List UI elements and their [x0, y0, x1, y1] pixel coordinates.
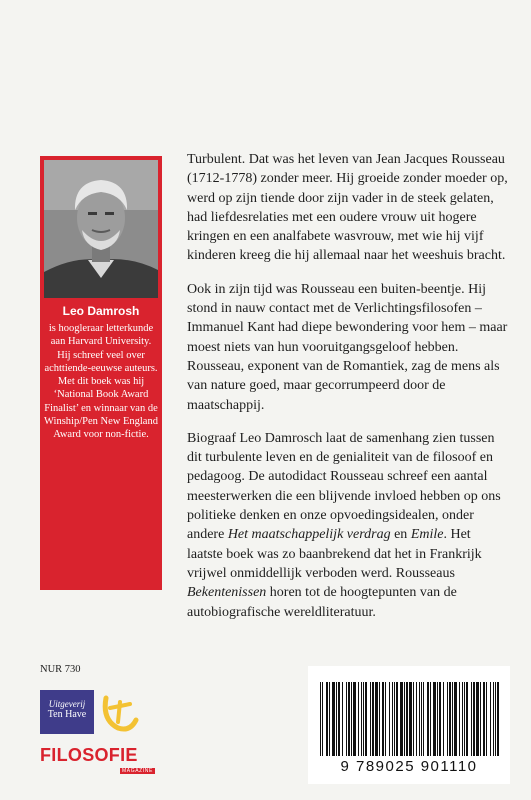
author-name: Leo Damrosh	[62, 304, 140, 318]
publisher-label: Uitgeverij	[48, 699, 86, 709]
nur-code: NUR 730	[40, 664, 81, 675]
book-title-confessions: Bekentenissen	[187, 585, 267, 601]
blurb-text-segment: en	[390, 527, 411, 543]
magazine-label: MAGAZINE	[122, 768, 153, 774]
isbn-digits: 9 789025 901110	[340, 758, 478, 775]
publisher-name: Ten Have	[47, 709, 87, 720]
blurb-text-segment: horen tot de hoogtepunten van de autobiografische wereldliteratuur.	[187, 585, 457, 620]
author-bio: is hoogleraar letterkunde aan Harvard University. Hij schreef veel over achttiende-eeuwse auteurs. Met dit boek was hij ‘National Book Award Finalist’ en winnaar van de Winship/Pen New England Award voor non-fictie.	[44, 323, 158, 441]
book-title-social-contract: Het maatschappelijk verdrag	[227, 527, 391, 543]
blurb-text-segment: Biograaf Leo Damrosch laat de samenhang zien tussen dit turbulente leven en de genialiteit van de filosoof en pedagoog. De autodidact Rousseau schreef een aantal meesterwerken die een blijvende invloed hebben op ons politieke denken en onze opvoedingsidealen, onder andere	[187, 430, 501, 543]
author-panel	[40, 156, 162, 590]
author-photo	[44, 160, 158, 298]
book-title-emile: Emile	[410, 527, 444, 543]
barcode-bars	[318, 682, 500, 756]
blurb-text	[187, 150, 509, 636]
ten-have-swoosh-icon	[96, 690, 140, 734]
blurb-text-segment: . Het laatste boek was zo baanbrekend dat het in Frankrijk vrijwel onmiddellijk verboden werd. Rousseaus	[187, 527, 482, 581]
author-photo-drawing	[44, 160, 158, 298]
filosofie-magazine-logo: FILOSOFIE	[40, 745, 138, 765]
publisher-logo	[40, 690, 94, 734]
blurb-paragraph-2: Ook in zijn tijd was Rousseau een buiten-beentje. Hij stond in nauw contact met de Verlichtingsfilosofen – Immanuel Kant had diepe bewondering voor hem – maar moest niets van hun vooruitgangsgeloof hebben. Rousseau, exponent van de Romantiek, zag de mens als van nature goed, maar gecorrumpeerd door de maatschappij.	[187, 281, 508, 413]
blurb-paragraph-3	[187, 429, 509, 622]
blurb-paragraph-1: Turbulent. Dat was het leven van Jean Jacques Rousseau (1712-1778) zonder meer. Hij groeide zonder moeder op, werd op zijn tiende door zijn vader in de steek gelaten, had liefdesrelaties met een oudere vrouw uit hogere kringen en een analfabete wasvrouw, met wie hij vijf kinderen kreeg die hij allemaal naar het weeshuis bracht.	[187, 152, 508, 264]
isbn-barcode	[308, 666, 510, 784]
